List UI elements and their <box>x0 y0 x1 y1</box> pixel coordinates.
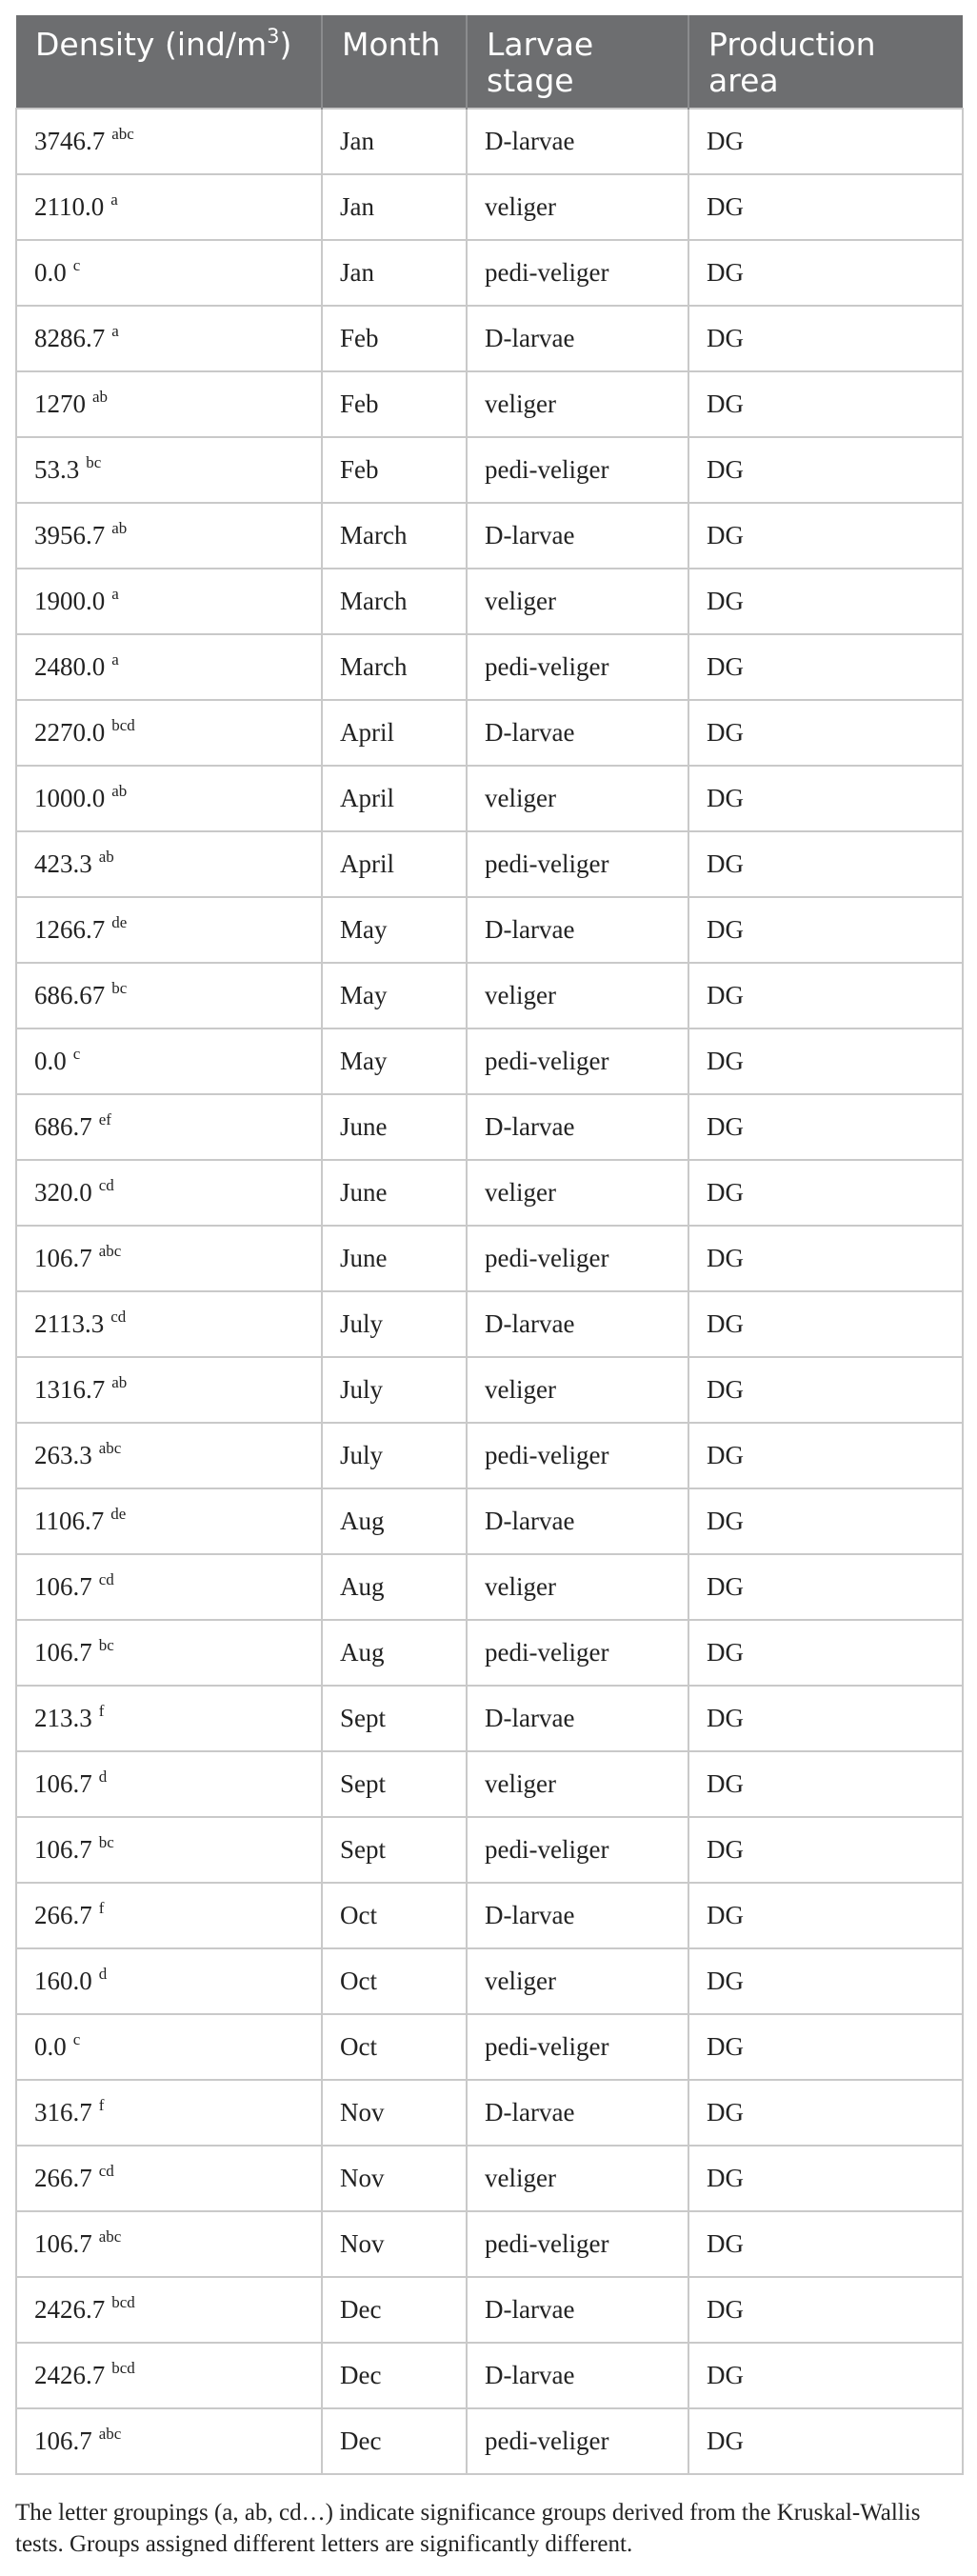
month-cell: Feb <box>322 437 467 503</box>
table-row <box>16 2146 963 2211</box>
significance-group: abc <box>111 125 134 143</box>
production-area-cell: DG <box>688 766 963 831</box>
density-value: 2426.7 <box>34 2295 106 2324</box>
month-cell: Aug <box>322 1554 467 1620</box>
density-cell <box>16 240 322 306</box>
density-value: 106.7 <box>34 1244 92 1272</box>
production-area-cell: DG <box>688 700 963 766</box>
table-row <box>16 2014 963 2080</box>
larvae-stage-cell: pedi-veliger <box>467 634 688 700</box>
density-cell <box>16 2277 322 2343</box>
density-cell <box>16 700 322 766</box>
month-cell: Jan <box>322 109 467 174</box>
production-area-cell: DG <box>688 634 963 700</box>
month-cell: Sept <box>322 1751 467 1817</box>
production-area-cell: DG <box>688 1357 963 1423</box>
table-row <box>16 831 963 897</box>
density-value: 160.0 <box>34 1967 92 1995</box>
larvae-stage-cell: D-larvae <box>467 2343 688 2408</box>
larvae-stage-cell: veliger <box>467 1554 688 1620</box>
density-cell <box>16 1554 322 1620</box>
month-cell: Dec <box>322 2343 467 2408</box>
production-area-cell: DG <box>688 2014 963 2080</box>
significance-group: bc <box>111 979 128 997</box>
larvae-stage-cell: D-larvae <box>467 1686 688 1751</box>
density-value: 316.7 <box>34 2098 92 2127</box>
table-row <box>16 766 963 831</box>
significance-group: cd <box>98 2162 114 2180</box>
month-cell: Nov <box>322 2211 467 2277</box>
larvae-stage-cell: veliger <box>467 963 688 1028</box>
density-cell <box>16 1488 322 1554</box>
header-row <box>16 15 963 109</box>
significance-group: f <box>98 1899 105 1917</box>
larvae-stage-cell: pedi-veliger <box>467 1817 688 1883</box>
month-cell: Jan <box>322 174 467 240</box>
larvae-stage-cell: pedi-veliger <box>467 1028 688 1094</box>
table-row <box>16 569 963 634</box>
significance-group: abc <box>98 1242 122 1260</box>
table-row <box>16 634 963 700</box>
month-cell: Oct <box>322 1883 467 1948</box>
density-value: 266.7 <box>34 2164 92 2192</box>
significance-group: bc <box>98 1636 114 1654</box>
table-row <box>16 1160 963 1226</box>
density-cell <box>16 1160 322 1226</box>
month-cell: June <box>322 1226 467 1291</box>
larvae-stage-cell: pedi-veliger <box>467 1620 688 1686</box>
table-row <box>16 306 963 371</box>
header-density <box>16 15 322 109</box>
table-row <box>16 1028 963 1094</box>
production-area-cell: DG <box>688 1554 963 1620</box>
month-cell: April <box>322 831 467 897</box>
table-row <box>16 897 963 963</box>
larvae-stage-cell: veliger <box>467 174 688 240</box>
production-area-cell: DG <box>688 1488 963 1554</box>
production-area-cell: DG <box>688 240 963 306</box>
larvae-stage-cell: D-larvae <box>467 1094 688 1160</box>
production-area-cell: DG <box>688 503 963 569</box>
month-cell: May <box>322 1028 467 1094</box>
larvae-stage-cell: pedi-veliger <box>467 240 688 306</box>
header-density-exponent: 3 <box>267 25 280 48</box>
month-cell: Sept <box>322 1817 467 1883</box>
table-container <box>15 15 962 2475</box>
density-value: 106.7 <box>34 1638 92 1667</box>
density-cell <box>16 1357 322 1423</box>
table-row <box>16 437 963 503</box>
significance-group: bcd <box>111 716 135 734</box>
significance-group: ef <box>98 1110 111 1128</box>
density-value: 2110.0 <box>34 192 105 221</box>
significance-group: a <box>110 190 118 209</box>
density-cell <box>16 109 322 174</box>
production-area-cell: DG <box>688 1423 963 1488</box>
density-value: 213.3 <box>34 1704 92 1732</box>
density-cell <box>16 437 322 503</box>
month-cell: July <box>322 1423 467 1488</box>
production-area-cell: DG <box>688 1883 963 1948</box>
larvae-stage-cell: veliger <box>467 2146 688 2211</box>
production-area-cell: DG <box>688 1948 963 2014</box>
significance-group: f <box>98 2096 105 2114</box>
production-area-cell: DG <box>688 1094 963 1160</box>
table-row <box>16 240 963 306</box>
density-cell <box>16 2408 322 2474</box>
density-cell <box>16 1423 322 1488</box>
density-value: 53.3 <box>34 455 80 484</box>
month-cell: June <box>322 1094 467 1160</box>
larvae-stage-cell: veliger <box>467 1357 688 1423</box>
production-area-cell: DG <box>688 2080 963 2146</box>
density-value: 2480.0 <box>34 652 106 681</box>
month-cell: April <box>322 766 467 831</box>
density-cell <box>16 2080 322 2146</box>
month-cell: March <box>322 503 467 569</box>
significance-group: ab <box>92 388 109 406</box>
density-cell <box>16 569 322 634</box>
larvae-stage-cell: D-larvae <box>467 2277 688 2343</box>
density-cell <box>16 371 322 437</box>
production-area-cell: DG <box>688 1686 963 1751</box>
larvae-stage-cell: pedi-veliger <box>467 831 688 897</box>
table-row <box>16 1883 963 1948</box>
production-area-cell: DG <box>688 1226 963 1291</box>
significance-group: bcd <box>111 2359 135 2377</box>
month-cell: Dec <box>322 2408 467 2474</box>
density-cell <box>16 306 322 371</box>
significance-group: c <box>72 2030 81 2048</box>
significance-group: abc <box>98 1439 122 1457</box>
density-value: 106.7 <box>34 1572 92 1601</box>
production-area-cell: DG <box>688 1620 963 1686</box>
production-area-cell: DG <box>688 569 963 634</box>
density-value: 263.3 <box>34 1441 92 1469</box>
month-cell: Sept <box>322 1686 467 1751</box>
significance-group: d <box>98 1767 108 1786</box>
larvae-stage-cell: pedi-veliger <box>467 2014 688 2080</box>
larvae-stage-cell: D-larvae <box>467 1291 688 1357</box>
larvae-stage-cell: pedi-veliger <box>467 1226 688 1291</box>
density-value: 1270 <box>34 389 86 418</box>
density-cell <box>16 2343 322 2408</box>
table-row <box>16 1488 963 1554</box>
density-value: 1000.0 <box>34 784 106 812</box>
table-body <box>16 109 963 2474</box>
density-value: 106.7 <box>34 1769 92 1798</box>
table-row <box>16 503 963 569</box>
significance-group: bc <box>98 1833 114 1851</box>
month-cell: Feb <box>322 371 467 437</box>
larvae-stage-cell: D-larvae <box>467 1488 688 1554</box>
production-area-cell: DG <box>688 963 963 1028</box>
month-cell: July <box>322 1291 467 1357</box>
production-area-cell: DG <box>688 2343 963 2408</box>
table-row <box>16 2277 963 2343</box>
larvae-density-table <box>15 15 964 2475</box>
density-value: 686.7 <box>34 1112 92 1141</box>
production-area-cell: DG <box>688 2146 963 2211</box>
density-value: 106.7 <box>34 2229 92 2258</box>
density-value: 0.0 <box>34 2032 67 2061</box>
production-area-cell: DG <box>688 1751 963 1817</box>
density-cell <box>16 1948 322 2014</box>
production-area-cell: DG <box>688 2408 963 2474</box>
density-value: 0.0 <box>34 258 67 287</box>
table-footnote: The letter groupings (a, ab, cd…) indicate significance groups derived from the Kruskal-Wallis tests. Groups assigned different letters are significantly different. <box>15 2500 921 2557</box>
table-row <box>16 174 963 240</box>
table-row <box>16 1094 963 1160</box>
table-row <box>16 1817 963 1883</box>
density-cell <box>16 1291 322 1357</box>
larvae-stage-cell: D-larvae <box>467 109 688 174</box>
production-area-cell: DG <box>688 897 963 963</box>
significance-group: c <box>72 1045 81 1063</box>
table-row <box>16 1423 963 1488</box>
production-area-cell: DG <box>688 1160 963 1226</box>
production-area-cell: DG <box>688 437 963 503</box>
significance-group: abc <box>98 2227 122 2246</box>
density-value: 686.67 <box>34 981 106 1009</box>
table-row <box>16 109 963 174</box>
month-cell: Aug <box>322 1620 467 1686</box>
larvae-stage-cell: D-larvae <box>467 2080 688 2146</box>
month-cell: Jan <box>322 240 467 306</box>
header-larvae-stage: Larvae stage <box>467 15 688 109</box>
larvae-stage-cell: veliger <box>467 1751 688 1817</box>
table-row <box>16 2343 963 2408</box>
density-cell <box>16 1028 322 1094</box>
month-cell: June <box>322 1160 467 1226</box>
significance-group: ab <box>111 1373 128 1391</box>
production-area-cell: DG <box>688 831 963 897</box>
header-density-close: ) <box>279 26 292 63</box>
month-cell: Feb <box>322 306 467 371</box>
month-cell: Nov <box>322 2146 467 2211</box>
density-value: 1266.7 <box>34 915 106 944</box>
larvae-stage-cell: veliger <box>467 1948 688 2014</box>
table-row <box>16 1226 963 1291</box>
header-month: Month <box>322 15 467 109</box>
significance-group: bcd <box>111 2293 135 2311</box>
density-cell <box>16 1094 322 1160</box>
table-row <box>16 1751 963 1817</box>
density-value: 3956.7 <box>34 521 106 549</box>
larvae-stage-cell: pedi-veliger <box>467 437 688 503</box>
significance-group: c <box>72 256 81 274</box>
table-row <box>16 963 963 1028</box>
density-value: 106.7 <box>34 2426 92 2455</box>
larvae-stage-cell: D-larvae <box>467 700 688 766</box>
table-row <box>16 2080 963 2146</box>
density-cell <box>16 503 322 569</box>
production-area-cell: DG <box>688 109 963 174</box>
density-value: 2426.7 <box>34 2361 106 2389</box>
month-cell: March <box>322 634 467 700</box>
month-cell: Aug <box>322 1488 467 1554</box>
larvae-stage-cell: D-larvae <box>467 897 688 963</box>
production-area-cell: DG <box>688 2211 963 2277</box>
significance-group: cd <box>110 1308 127 1326</box>
significance-group: f <box>98 1702 105 1720</box>
significance-group: a <box>111 650 119 669</box>
table-row <box>16 2408 963 2474</box>
density-cell <box>16 1226 322 1291</box>
significance-group: cd <box>98 1570 114 1588</box>
significance-group: ab <box>111 519 128 537</box>
density-cell <box>16 2146 322 2211</box>
table-row <box>16 1554 963 1620</box>
larvae-stage-cell: D-larvae <box>467 1883 688 1948</box>
significance-group: d <box>98 1965 108 1983</box>
density-cell <box>16 831 322 897</box>
density-value: 1316.7 <box>34 1375 106 1404</box>
table-row <box>16 1357 963 1423</box>
table-header <box>16 15 963 109</box>
table-row <box>16 2211 963 2277</box>
density-cell <box>16 1883 322 1948</box>
larvae-stage-cell: veliger <box>467 569 688 634</box>
larvae-stage-cell: D-larvae <box>467 306 688 371</box>
table-row <box>16 1291 963 1357</box>
month-cell: May <box>322 897 467 963</box>
larvae-stage-cell: veliger <box>467 766 688 831</box>
table-row <box>16 1620 963 1686</box>
production-area-cell: DG <box>688 371 963 437</box>
density-cell <box>16 766 322 831</box>
table-row <box>16 1686 963 1751</box>
table-row <box>16 1948 963 2014</box>
significance-group: bc <box>86 453 102 471</box>
significance-group: cd <box>98 1176 114 1194</box>
table-row <box>16 700 963 766</box>
production-area-cell: DG <box>688 1291 963 1357</box>
density-cell <box>16 634 322 700</box>
significance-group: de <box>110 1505 127 1523</box>
density-cell <box>16 1817 322 1883</box>
density-cell <box>16 897 322 963</box>
month-cell: Oct <box>322 2014 467 2080</box>
larvae-stage-cell: D-larvae <box>467 503 688 569</box>
larvae-stage-cell: veliger <box>467 1160 688 1226</box>
density-value: 423.3 <box>34 849 92 878</box>
month-cell: April <box>322 700 467 766</box>
significance-group: ab <box>98 848 114 866</box>
density-value: 1106.7 <box>34 1507 105 1535</box>
significance-group: a <box>111 585 119 603</box>
month-cell: Oct <box>322 1948 467 2014</box>
production-area-cell: DG <box>688 2277 963 2343</box>
density-cell <box>16 2211 322 2277</box>
larvae-stage-cell: pedi-veliger <box>467 2408 688 2474</box>
larvae-stage-cell: pedi-veliger <box>467 1423 688 1488</box>
larvae-stage-cell: veliger <box>467 371 688 437</box>
density-cell <box>16 1751 322 1817</box>
density-cell <box>16 2014 322 2080</box>
month-cell: July <box>322 1357 467 1423</box>
month-cell: Dec <box>322 2277 467 2343</box>
header-production-area: Production area <box>688 15 963 109</box>
density-value: 2113.3 <box>34 1309 105 1338</box>
density-value: 106.7 <box>34 1835 92 1864</box>
month-cell: May <box>322 963 467 1028</box>
significance-group: de <box>111 913 128 931</box>
larvae-stage-cell: pedi-veliger <box>467 2211 688 2277</box>
density-cell <box>16 1620 322 1686</box>
density-cell <box>16 174 322 240</box>
month-cell: March <box>322 569 467 634</box>
table-row <box>16 371 963 437</box>
density-value: 3746.7 <box>34 127 106 155</box>
month-cell: Nov <box>322 2080 467 2146</box>
density-value: 1900.0 <box>34 587 106 615</box>
header-density-label: Density (ind/m <box>35 26 268 63</box>
significance-group: ab <box>111 782 128 800</box>
density-value: 8286.7 <box>34 324 106 352</box>
production-area-cell: DG <box>688 174 963 240</box>
density-cell <box>16 963 322 1028</box>
production-area-cell: DG <box>688 1028 963 1094</box>
production-area-cell: DG <box>688 1817 963 1883</box>
density-value: 2270.0 <box>34 718 106 747</box>
density-value: 320.0 <box>34 1178 92 1207</box>
density-value: 0.0 <box>34 1047 67 1075</box>
density-value: 266.7 <box>34 1901 92 1929</box>
significance-group: abc <box>98 2425 122 2443</box>
production-area-cell: DG <box>688 306 963 371</box>
density-cell <box>16 1686 322 1751</box>
significance-group: a <box>111 322 119 340</box>
